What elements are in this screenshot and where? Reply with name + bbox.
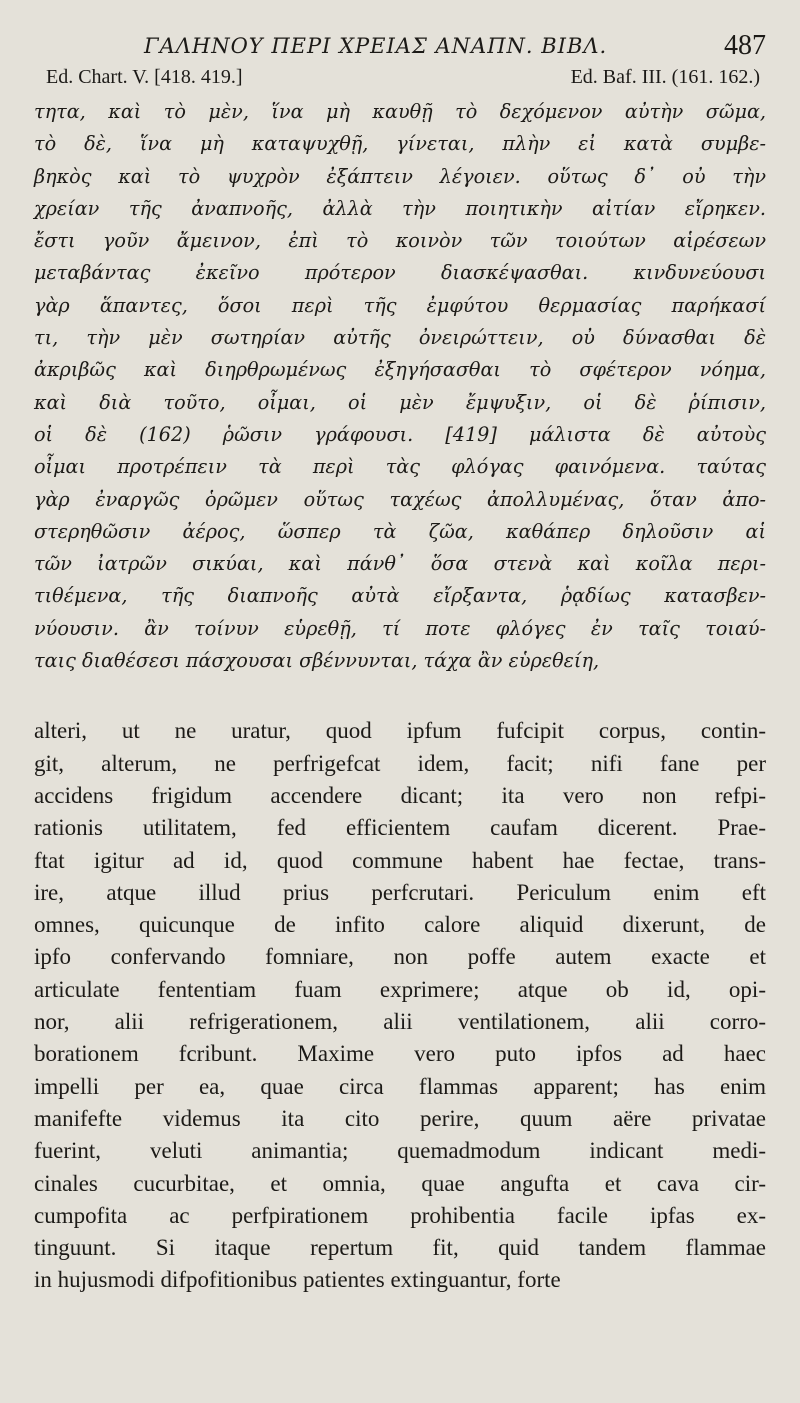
greek-text-line: τι, τὴν μὲν σωτηρίαν αὐτῆς ὀνειρώττειν, οὐ δύνασθαι δὲ — [34, 326, 766, 350]
latin-text-line: ire, atque illud prius perfcrutari. Periculum enim eft — [34, 879, 766, 905]
latin-text-line: borationem fcribunt. Maxime vero puto ipfos ad haec — [34, 1041, 766, 1067]
latin-text-line: accidens frigidum accendere dicant; ita vero non refpi- — [34, 782, 766, 808]
edition-reference-line — [34, 64, 766, 96]
latin-text-line: manifefte videmus ita cito perire, quum aëre privatae — [34, 1105, 766, 1131]
greek-text-line: νύουσιν. ἂν τοίνυν εὑρεθῇ, τί ποτε φλόγες ἐν ταῖς τοιαύ- — [34, 616, 766, 640]
greek-text-line: ἔστι γοῦν ἄμεινον, ἐπὶ τὸ κοινὸν τῶν τοιούτων αἱρέσεων — [34, 229, 766, 253]
greek-text-block — [34, 96, 766, 677]
latin-text-line: fuerint, veluti animantia; quemadmodum indicant medi- — [34, 1138, 766, 1164]
latin-text-line: ftat igitur ad id, quod commune habent hae fectae, trans- — [34, 847, 766, 873]
running-title: ΓΑΛΗΝΟΥ ΠΕΡΙ ΧΡΕΙΑΣ ΑΝΑΠΝ. ΒΙΒΛ. — [144, 34, 608, 58]
latin-text-line: cumpofita ac perfpirationem prohibentia facile ipfas ex- — [34, 1202, 766, 1228]
latin-text-line: in hujusmodi difpofitionibus patientes extinguantur, forte — [34, 1267, 561, 1293]
latin-text-line: cinales cucurbitae, et omnia, quae angufta et cava cir- — [34, 1170, 766, 1196]
greek-text-line: στερηθῶσιν ἀέρος, ὥσπερ τὰ ζῶα, καθάπερ δηλοῦσιν αἱ — [34, 519, 766, 543]
greek-text-line: τητα, καὶ τὸ μὲν, ἵνα μὴ καυθῇ τὸ δεχόμενον αὐτὴν σῶμα, — [34, 100, 766, 123]
latin-text-line: omnes, quicunque de infito calore aliquid dixerunt, de — [34, 912, 766, 938]
latin-text-line: articulate fententiam fuam exprimere; atque ob id, opi- — [34, 976, 766, 1002]
greek-text-line: μεταβάντας ἐκεῖνο πρότερον διασκέψασθαι. κινδυνεύουσι — [34, 261, 766, 285]
greek-text-line: οἱ δὲ (162) ῥῶσιν γράφουσι. [419] μάλιστα δὲ αὐτοὺς — [34, 422, 766, 446]
latin-text-line: rationis utilitatem, fed efficientem caufam dicerent. Prae- — [34, 815, 766, 841]
running-head — [34, 20, 766, 64]
greek-text-line: βηκὸς καὶ τὸ ψυχρὸν ἐξάπτειν λέγοιεν. οὕτως δ᾽ οὐ τὴν — [34, 164, 766, 188]
latin-text-line: nor, alii refrigerationem, alii ventilationem, alii corro- — [34, 1009, 766, 1035]
greek-text-line: τῶν ἰατρῶν σικύαι, καὶ πάνθ᾽ ὅσα στενὰ καὶ κοῖλα περι- — [34, 552, 766, 576]
greek-text-line: τιθέμενα, τῆς διαπνοῆς αὐτὰ εἴρξαντα, ῥᾳδίως κατασβεν- — [34, 584, 766, 608]
greek-text-line: γὰρ ἐναργῶς ὁρῶμεν οὕτως ταχέως ἀπολλυμένας, ὅταν ἀπο- — [34, 487, 766, 511]
latin-text-line: ipfo confervando fomniare, non poffe autem exacte et — [34, 944, 766, 970]
greek-text-line: ταις διαθέσεσι πάσχουσαι σβέννυνται, τάχα ἂν εὑρεθείη, — [34, 649, 600, 673]
greek-text-line: γὰρ ἅπαντες, ὅσοι περὶ τῆς ἐμφύτου θερμασίας παρήκασί — [34, 293, 766, 317]
greek-text-line: τὸ δὲ, ἵνα μὴ καταψυχθῇ, γίνεται, πλὴν εἰ κατὰ συμβε- — [34, 132, 766, 156]
greek-text-line: οἶμαι προτρέπειν τὰ περὶ τὰς φλόγας φαινόμενα. ταύτας — [34, 455, 766, 479]
latin-text-line: git, alterum, ne perfrigefcat idem, facit; nifi fane per — [34, 750, 766, 776]
edition-reference-chart: Ed. Chart. V. [418. 419.] — [46, 66, 243, 88]
latin-text-line: impelli per ea, quae circa flammas apparent; has enim — [34, 1073, 766, 1099]
latin-text-block — [34, 715, 766, 1296]
greek-text-line: καὶ διὰ τοῦτο, οἶμαι, οἱ μὲν ἔμψυξιν, οἱ δὲ ῥίπισιν, — [34, 390, 766, 414]
latin-text-line: tinguunt. Si itaque repertum fit, quid tandem flammae — [34, 1235, 766, 1261]
page-number: 487 — [724, 30, 766, 61]
edition-reference-basel: Ed. Baf. III. (161. 162.) — [570, 66, 760, 88]
greek-text-line: ἀκριβῶς καὶ διηρθρωμένως ἐξηγήσασθαι τὸ σφέτερον νόημα, — [34, 358, 766, 382]
latin-text-line: alteri, ut ne uratur, quod ipfum fufcipit corpus, contin- — [34, 718, 766, 744]
greek-text-line: χρείαν τῆς ἀναπνοῆς, ἀλλὰ τὴν ποιητικὴν αἰτίαν εἴρηκεν. — [34, 196, 766, 220]
